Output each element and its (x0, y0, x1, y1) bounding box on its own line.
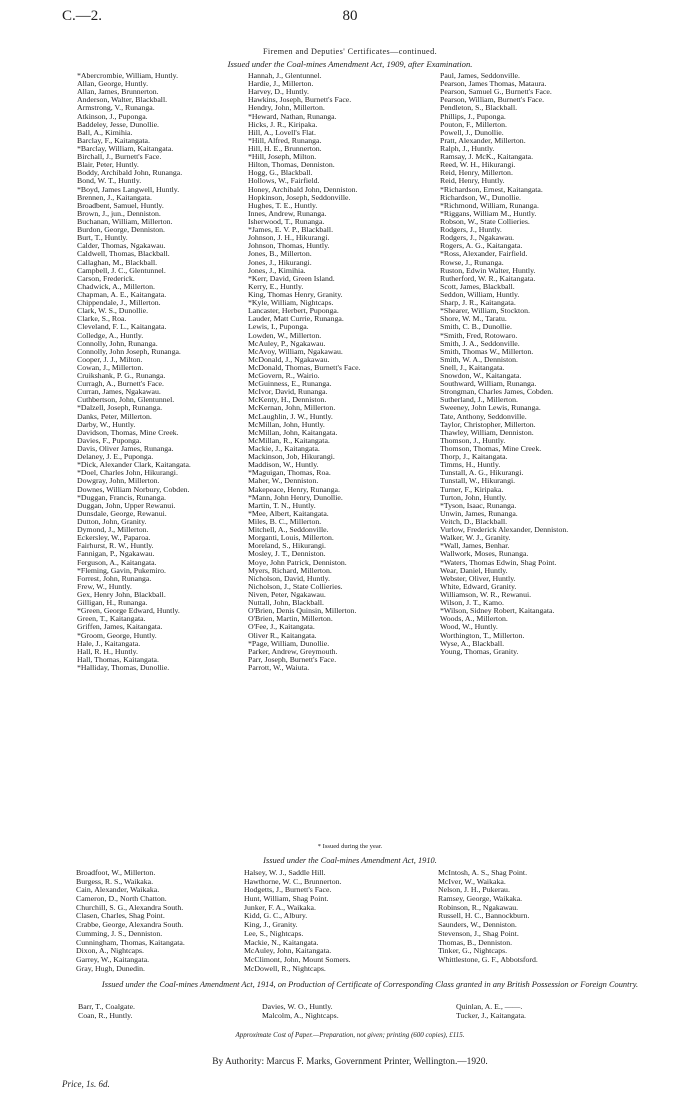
list-item: Cunningham, Thomas, Kaitangata. (76, 938, 185, 947)
list-item: Hopkinson, Joseph, Seddonville. (248, 193, 351, 202)
list-item: *Richmond, William, Runanga. (440, 201, 539, 210)
list-item: Mackie, N., Kaitangata. (244, 938, 319, 947)
list-item: Niven, Peter, Ngakawau. (248, 591, 326, 599)
list-item: Churchill, S. G., Alexandra South. (76, 903, 184, 912)
list-item: Callaghan, M., Blackball. (77, 258, 158, 267)
list-item: Hughes, T. E., Huntly. (248, 201, 318, 210)
cost-note: Approximate Cost of Paper.—Preparation, not given; printing (600 copies), £115. (235, 1031, 465, 1039)
list-item: McMillan, R., Kaitangata. (248, 436, 330, 445)
list-item: Malcolm, A., Nightcaps. (262, 1011, 339, 1020)
name-list-column-3 (438, 869, 678, 965)
list-item: Reid, Henry, Huntly. (440, 177, 505, 186)
list-item: *Abercrombie, William, Huntly. (77, 72, 179, 80)
section3-heading: Issued under the Coal-mines Amendment Act, 1914, on Production of Certificate of Corresponding Class granted in any British Possession or Foreign Country. (101, 980, 639, 989)
list-item: Rodgers, J., Ngakawau. (440, 234, 515, 243)
section1-heading: Issued under the Coal-mines Amendment Act, 1909, after Examination. (227, 59, 473, 69)
list-item: Hunt, William, Shag Point. (244, 895, 329, 904)
list-item: Crabbe, George, Alexandra South. (76, 921, 184, 930)
document-reference: C.—2. (62, 8, 103, 24)
list-item: O'Brien, Martin, Millerton. (248, 615, 333, 624)
list-item: Ramsay, J. McK., Kaitangata. (440, 153, 534, 162)
list-item: Jones, J., Hikurangi. (248, 258, 312, 267)
list-item: Hill, A., Lovell's Flat. (248, 128, 316, 137)
list-item: Taylor, Christopher, Millerton. (440, 420, 536, 429)
list-item: Gray, Hugh, Dunedin. (76, 964, 146, 973)
list-item: Unwin, James, Runanga. (440, 509, 518, 518)
list-item: Reid, Henry, Millerton. (440, 169, 513, 178)
list-item: Birchall, J., Burnett's Face. (77, 153, 162, 162)
list-item: Innes, Andrew, Runanga. (248, 209, 327, 218)
list-item: Connolly, John, Runanga. (77, 339, 158, 348)
name-list-column-3 (456, 1002, 656, 1020)
list-item: Williamson, W. R., Rewanui. (440, 591, 532, 599)
list-item: Jones, J., Kimihia. (248, 266, 306, 275)
list-item: Wallwork, Moses, Runanga. (440, 550, 529, 559)
list-item: Morganti, Louis, Millerton. (248, 534, 334, 543)
list-item: *Waters, Thomas Edwin, Shag Point. (440, 558, 557, 567)
list-item: McClimont, John, Mount Somers. (244, 955, 351, 964)
list-item: McIver, W., Waikaka. (438, 877, 506, 886)
list-item: Wilson, J. T., Kamo. (440, 599, 504, 608)
list-item: Woods, A., Millerton. (440, 615, 508, 624)
list-item: Jones, B., Millerton. (248, 250, 312, 259)
list-item: *Richardson, Ernest, Kaitangata. (440, 185, 543, 194)
list-item: Curran, James, Ngakawau. (77, 388, 161, 397)
list-item: Davies, W. O., Huntly. (262, 1002, 333, 1011)
list-item: Paul, James, Seddonville. (440, 72, 520, 80)
list-item: Danks, Peter, Millerton. (77, 412, 152, 421)
list-item: Young, Thomas, Granity. (440, 647, 519, 656)
list-item: Allan, James, Brunnerton. (77, 88, 159, 97)
list-item: Bond, W. T., Huntly. (77, 177, 142, 186)
list-item: Clark, W. S., Dunollie. (77, 307, 149, 316)
list-item: *Groom, George, Huntly. (77, 631, 157, 640)
price-note: Price, 1s. 6d. (62, 1079, 110, 1089)
list-item: *Tyson, Isaac, Runanga. (440, 501, 517, 510)
list-item: Lewis, I., Puponga. (248, 323, 309, 332)
list-item: *Riggans, William M., Huntly. (440, 209, 537, 218)
list-item: Wear, Daniel, Huntly. (440, 566, 508, 575)
list-item: Burdon, George, Denniston. (77, 226, 165, 235)
list-item: Dixon, A., Nightcaps. (76, 947, 145, 956)
list-item: Hendry, John, Millerton. (248, 104, 325, 113)
list-item: McLaughlin, J. W., Huntly. (248, 412, 333, 421)
list-item: Boddy, Archibald John, Runanga. (77, 169, 183, 178)
list-item: Southward, William, Runanga. (440, 380, 537, 389)
list-item: Sharp, J. R., Kaitangata. (440, 299, 516, 308)
list-item: Anderson, Walter, Blackball. (77, 96, 168, 105)
list-item: Nicholson, David, Huntly. (248, 574, 331, 583)
list-item: *Heward, Nathan, Runanga. (248, 112, 337, 121)
list-item: Clarke, S., Roa. (77, 315, 127, 324)
list-item: Eckersley, W., Paparoa. (77, 534, 151, 543)
list-item: Hill, H. E., Brunnerton. (248, 144, 322, 153)
list-item: Rutherford, W. R., Kaitangata. (440, 274, 536, 283)
list-item: Wood, W., Huntly. (440, 623, 498, 632)
list-item: *Dalzell, Joseph, Runanga. (77, 404, 163, 413)
list-item: Saunders, W., Denniston. (438, 921, 517, 930)
list-item: King, Thomas Henry, Granity. (248, 290, 343, 299)
list-item: Wyse, A., Blackball. (440, 639, 505, 648)
list-item: McGuinness, E., Runanga. (248, 380, 332, 389)
list-item: Pearson, Samuel G., Burnett's Face. (440, 88, 552, 97)
list-item: Hale, J., Kaitangata. (77, 639, 141, 648)
list-item: Parrott, W., Waiuta. (248, 663, 310, 672)
list-item: Makepeace, Henry, Runanga. (248, 485, 340, 494)
list-item: Tate, Anthony, Seddonville. (440, 412, 527, 421)
list-item: Moreland, S., Hikurangi. (248, 542, 326, 551)
list-item: Powell, J., Dunollie. (440, 128, 504, 137)
list-item: King, J., Granity. (244, 921, 298, 930)
name-list-column-1 (74, 72, 242, 672)
list-item: Walker, W. J., Granity. (440, 534, 511, 543)
list-item: Hall, R. H., Huntly. (77, 647, 139, 656)
list-item: White, Edward, Granity. (440, 582, 517, 591)
list-item: Mackinson, Job, Hikurangi. (248, 453, 335, 462)
list-item: Phillips, J., Puponga. (440, 112, 506, 121)
list-item: Smith, C. B., Dunollie. (440, 323, 512, 332)
list-item: Cruikshank, P. G., Runanga. (77, 372, 166, 381)
list-item: Turner, F., Kiripaka. (440, 485, 504, 494)
list-item: *Wall, James, Benhar. (440, 542, 510, 551)
list-item: Cleveland, F. L., Kaitangata. (77, 323, 167, 332)
list-item: Parker, Andrew, Greymouth. (248, 647, 338, 656)
list-item: Veitch, D., Blackball. (440, 518, 508, 527)
list-item: Thawley, William, Denniston. (440, 428, 534, 437)
list-item: Webster, Oliver, Huntly. (440, 574, 516, 583)
list-item: Dowgray, John, Millerton. (77, 477, 160, 486)
list-item: Curragh, A., Burnett's Face. (77, 380, 164, 389)
list-item: Broadfoot, W., Millerton. (76, 869, 156, 877)
list-item: Maher, W., Denniston. (248, 477, 319, 486)
list-item: Davidson, Thomas, Mine Creek. (77, 428, 179, 437)
list-item: Caldwell, Thomas, Blackball. (77, 250, 170, 259)
list-item: Garrey, W., Kaitangata. (76, 955, 150, 964)
list-item: Timms, H., Huntly. (440, 461, 501, 470)
list-item: Hannah, J., Glentunnel. (248, 72, 322, 80)
name-list-column-1 (78, 1002, 238, 1020)
list-item: Scott, James, Blackball. (440, 282, 515, 291)
list-item: Vurlow, Frederick Alexander, Denniston. (440, 526, 569, 535)
list-item: Dutton, John, Granity. (77, 518, 147, 527)
list-item: Mackie, J., Kaitangata. (248, 445, 320, 454)
list-item: Campbell, J. C., Glentunnel. (77, 266, 166, 275)
name-list-column-2 (262, 1002, 432, 1020)
list-item: Reed, W. H., Hikurangi. (440, 161, 516, 170)
list-item: Isherwood, T., Runanga. (248, 217, 325, 226)
list-item: Barclay, F., Kaitangata. (77, 136, 150, 145)
list-item: McAvoy, William, Ngakawau. (248, 347, 343, 356)
list-item: Brennen, J., Kaitangata. (77, 193, 152, 202)
list-item: Mosley, J. T., Denniston. (248, 550, 326, 559)
list-item: Chapman, A. E., Kaitangata. (77, 290, 167, 299)
list-item: Lauder, Matt Currie, Runanga. (248, 315, 344, 324)
list-item: Richardson, W., Dunollie. (440, 193, 521, 202)
name-list-column-2 (244, 869, 436, 973)
list-item: Thomson, J., Huntly. (440, 436, 506, 445)
list-item: *James, E. V. P., Blackball. (248, 226, 334, 235)
list-item: O'Fee, J., Kaitangata. (248, 623, 315, 632)
list-item: McMillan, John, Kaitangata. (248, 428, 338, 437)
list-item: Martin, T. N., Huntly. (248, 501, 316, 510)
list-item: *Halliday, Thomas, Dunollie. (77, 663, 170, 672)
list-item: Cumming, J. S., Denniston. (76, 929, 163, 938)
list-item: Tinker, G., Nightcaps. (438, 947, 508, 956)
list-item: Forrest, John, Runanga. (77, 574, 152, 583)
list-item: Chadwick, A., Millerton. (77, 282, 155, 291)
list-item: Duggan, John, Upper Rewanui. (77, 501, 176, 510)
list-item: *Kerr, David, Green Island. (248, 274, 335, 283)
list-item: Sutherland, J., Millerton. (440, 396, 518, 405)
list-item: Pouton, F., Millerton. (440, 120, 507, 129)
list-item: Rogers, A. G., Kaitangata. (440, 242, 523, 251)
list-item: Nicholson, J., State Collieries. (248, 582, 343, 591)
list-item: Dymond, J., Millerton. (77, 526, 149, 535)
list-item: Smith, J. A., Seddonville. (440, 339, 520, 348)
list-item: Tucker, J., Kaitangata. (456, 1011, 526, 1020)
list-item: Kerry, E., Huntly. (248, 282, 304, 291)
list-item: Oliver R., Kaitangata. (248, 631, 317, 640)
list-item: Robinson, R., Ngakawau. (438, 903, 519, 912)
list-item: Seddon, William, Huntly. (440, 290, 520, 299)
list-item: Buchanan, William, Millerton. (77, 217, 173, 226)
list-item: Calder, Thomas, Ngakawau. (77, 242, 166, 251)
list-item: Hodgetts, J., Burnett's Face. (244, 886, 332, 895)
list-item: Thomas, B., Denniston. (438, 938, 513, 947)
list-item: Nuttall, John, Blackball. (248, 599, 325, 608)
list-item: Downes, William Norbury, Cobden. (77, 485, 190, 494)
list-item: Junker, F. A., Waikaka. (244, 903, 316, 912)
list-item: Miles, B. C., Millerton. (248, 518, 322, 527)
list-item: Whittlestone, G. F., Abbotsford. (438, 955, 538, 964)
list-item: Hicks, J. R., Kiripaka. (248, 120, 318, 129)
list-item: *Green, George Edward, Huntly. (77, 607, 180, 616)
list-item: Chippendale, J., Millerton. (77, 299, 161, 308)
list-item: Maddison, W., Huntly. (248, 461, 319, 470)
list-item: Cuthbertson, John, Glentunnel. (77, 396, 175, 405)
list-item: Burt, T., Huntly. (77, 234, 128, 243)
list-item: Snell, J., Kaitangata. (440, 363, 505, 372)
list-item: Hall, Thomas, Kaitangata. (77, 655, 159, 664)
list-item: Dunsdale, George, Rewanui. (77, 509, 167, 518)
list-item: Worthington, T., Millerton. (440, 631, 525, 640)
list-item: Ferguson, A., Kaitangata. (77, 558, 157, 567)
list-item: Burgess, R. S., Waikaka. (76, 877, 154, 886)
list-item: Pendleton, S., Blackball. (440, 104, 518, 113)
list-item: Rowse, J., Runanga. (440, 258, 504, 267)
list-item: Moye, John Patrick, Denniston. (248, 558, 347, 567)
list-item: *Barclay, William, Kaitangata. (77, 144, 174, 153)
list-item: Myers, Richard, Millerton. (248, 566, 332, 575)
section2-heading: Issued under the Coal-mines Amendment Act, 1910. (263, 856, 437, 865)
list-item: Pearson, James Thomas, Mataura. (440, 80, 547, 89)
list-item: Hardie, J., Millerton. (248, 80, 314, 89)
list-item: Quinlan, A. E., ——. (456, 1002, 523, 1011)
list-item: *Hill, Joseph, Milton. (248, 153, 317, 162)
list-item: *Page, William, Dunollie. (248, 639, 330, 648)
list-item: Hogg, G., Blackball. (248, 169, 313, 178)
list-item: Fairhurst, R. W., Huntly. (77, 542, 154, 551)
list-item: Broadbent, Samuel, Huntly. (77, 201, 164, 210)
printer-authority: By Authority: Marcus F. Marks, Government Printer, Wellington.—1920. (212, 1057, 488, 1067)
list-item: Green, T., Kaitangata. (77, 615, 146, 624)
list-item: Lee, S., Nightcaps. (244, 929, 304, 938)
list-item: Johnson, Thomas, Huntly. (248, 242, 330, 251)
list-item: McDonald, J., Ngakawau. (248, 355, 330, 364)
list-item: McDonald, Thomas, Burnett's Face. (248, 363, 361, 372)
list-item: Smith, Thomas W., Millerton. (440, 347, 534, 356)
list-item: Parr, Joseph, Burnett's Face. (248, 655, 337, 664)
list-item: Cain, Alexander, Waikaka. (76, 886, 160, 895)
list-item: Pratt, Alexander, Millerton. (440, 136, 526, 145)
list-item: Cowan, J., Millerton. (77, 363, 144, 372)
list-item: Griffen, James, Kaitangata. (77, 623, 163, 632)
list-item: Strongman, Charles James, Cobden. (440, 388, 554, 397)
list-item: Ralph, J., Huntly. (440, 144, 495, 153)
list-item: Gex, Henry John, Blackball. (77, 591, 166, 599)
list-item: Mitchell, A., Seddonville. (248, 526, 329, 535)
list-item: McMillan, John, Huntly. (248, 420, 325, 429)
list-item: Armstrong, V., Runanga. (77, 104, 155, 113)
list-item: Halsey, W. J., Saddle Hill. (244, 869, 326, 877)
list-item: *Doel, Charles John, Hikurangi. (77, 469, 178, 478)
list-item: Rodgers, J., Huntly. (440, 226, 502, 235)
list-item: McIvor, David, Runanga. (248, 388, 328, 397)
list-item: Atkinson, J., Puponga. (77, 112, 148, 121)
list-item: Kidd, G. C., Albury. (244, 912, 308, 921)
list-item: Turton, John, Huntly. (440, 493, 507, 502)
list-item: McKernan, John, Millerton. (248, 404, 336, 413)
list-item: Smith, W. A., Denniston. (440, 355, 518, 364)
list-item: Cooper, J. J., Milton. (77, 355, 143, 364)
list-item: McAuley, John, Kaitangata. (244, 947, 332, 956)
running-head (0, 8, 700, 30)
list-item: *Wilson, Sidney Robert, Kaitangata. (440, 607, 555, 616)
list-item: *Duggan, Francis, Runanga. (77, 493, 166, 502)
list-item: Carson, Frederick. (77, 274, 135, 283)
list-item: Honey, Archibald John, Denniston. (248, 185, 358, 194)
list-item: Davis, Oliver James, Runanga. (77, 445, 174, 454)
list-item: *Mee, Albert, Kaitangata. (248, 509, 329, 518)
list-item: Lowden, W., Millerton. (248, 331, 322, 340)
list-item: *Shearer, William, Stockton. (440, 307, 530, 316)
list-item: Darby, W., Huntly. (77, 420, 136, 429)
list-item: McIntosh, A. S., Shag Point. (438, 869, 528, 877)
list-item: Allan, George, Huntly. (77, 80, 149, 89)
list-item: *Maguigan, Thomas, Roa. (248, 469, 331, 478)
list-item: McKenty, H., Denniston. (248, 396, 327, 405)
list-item: Fannigan, P., Ngakawau. (77, 550, 155, 559)
list-item: Nelson, J. H., Pukerau. (438, 886, 510, 895)
list-item: Robson, W., State Collieries. (440, 217, 530, 226)
list-item: Pearson, William, Burnett's Face. (440, 96, 545, 105)
list-item: Frew, W., Huntly. (77, 582, 132, 591)
list-item: Coan, R., Huntly. (78, 1011, 133, 1020)
list-item: Thorp, J., Kaitangata. (440, 453, 508, 462)
list-item: Shore, W. M., Taratu. (440, 315, 507, 324)
section-title: Firemen and Deputies' Certificates—continued. (262, 47, 438, 56)
list-item: Ball, A., Kimihia. (77, 128, 133, 137)
list-item: Russell, H. C., Bannockburn. (438, 912, 530, 921)
list-item: *Dick, Alexander Clark, Kaitangata. (77, 461, 191, 470)
list-item: Hawkins, Joseph, Burnett's Face. (248, 96, 352, 105)
list-item: *Ross, Alexander, Fairfield. (440, 250, 528, 259)
list-item: Barr, T., Coalgate. (78, 1002, 135, 1011)
footnote: * Issued during the year. (317, 843, 383, 850)
list-item: Ruston, Edwin Walter, Huntly. (440, 266, 536, 275)
list-item: *Fleming, Gavin, Pukemiro. (77, 566, 167, 575)
name-list-column-2 (248, 72, 438, 672)
list-item: Blair, Peter, Huntly. (77, 161, 139, 170)
list-item: O'Brien, Denis Quinsin, Millerton. (248, 607, 357, 616)
name-list-column-3 (440, 72, 680, 656)
list-item: Hilton, Thomas, Denniston. (248, 161, 335, 170)
list-item: *Hill, Alfred, Runanga. (248, 136, 322, 145)
list-item: Stevenson, J., Shag Point. (438, 929, 519, 938)
list-item: Cameron, D., North Chatton. (76, 895, 167, 904)
list-item: Harvey, D., Huntly. (248, 88, 309, 97)
list-item: Colledge, A., Huntly. (77, 331, 144, 340)
list-item: Davies, F., Puponga. (77, 436, 142, 445)
list-item: Ramsey, George, Waikaka. (438, 895, 523, 904)
list-item: Tunstall, W., Hikurangi. (440, 477, 516, 486)
list-item: McAuley, P., Ngakawau. (248, 339, 326, 348)
list-item: Lancaster, Herbert, Puponga. (248, 307, 339, 316)
list-item: Brown, J., jun., Denniston. (77, 209, 161, 218)
list-item: Connolly, John Joseph, Runanga. (77, 347, 181, 356)
list-item: Tunstall, A. G., Hikurangi. (440, 469, 524, 478)
list-item: Delaney, J. E., Puponga. (77, 453, 154, 462)
list-item: Clasen, Charles, Shag Point. (76, 912, 165, 921)
name-list-column-1 (76, 869, 244, 973)
list-item: *Boyd, James Langwell, Huntly. (77, 185, 180, 194)
list-item: McDowell, R., Nightcaps. (244, 964, 326, 973)
list-item: Hollows, W., Fairfield. (248, 177, 320, 186)
list-item: Sweeney, John Lewis, Runanga. (440, 404, 541, 413)
list-item: *Mann, John Henry, Dunollie. (248, 493, 343, 502)
page-number: 80 (342, 8, 358, 24)
list-item: Johnson, J. H., Hikurangi. (248, 234, 330, 243)
list-item: McGovern, R., Wairio. (248, 372, 320, 381)
list-item: *Smith, Fred, Rotowaro. (440, 331, 518, 340)
list-item: Hawthorne, W. C., Brunnerton. (244, 877, 342, 886)
list-item: Snowdon, W., Kaitangata. (440, 372, 522, 381)
list-item: Gilligan, H., Runanga. (77, 599, 148, 608)
list-item: *Kyle, William, Nightcaps. (248, 299, 334, 308)
list-item: Thomson, Thomas, Mine Creek. (440, 445, 542, 454)
list-item: Baddeley, Jesse, Dunollie. (77, 120, 159, 129)
